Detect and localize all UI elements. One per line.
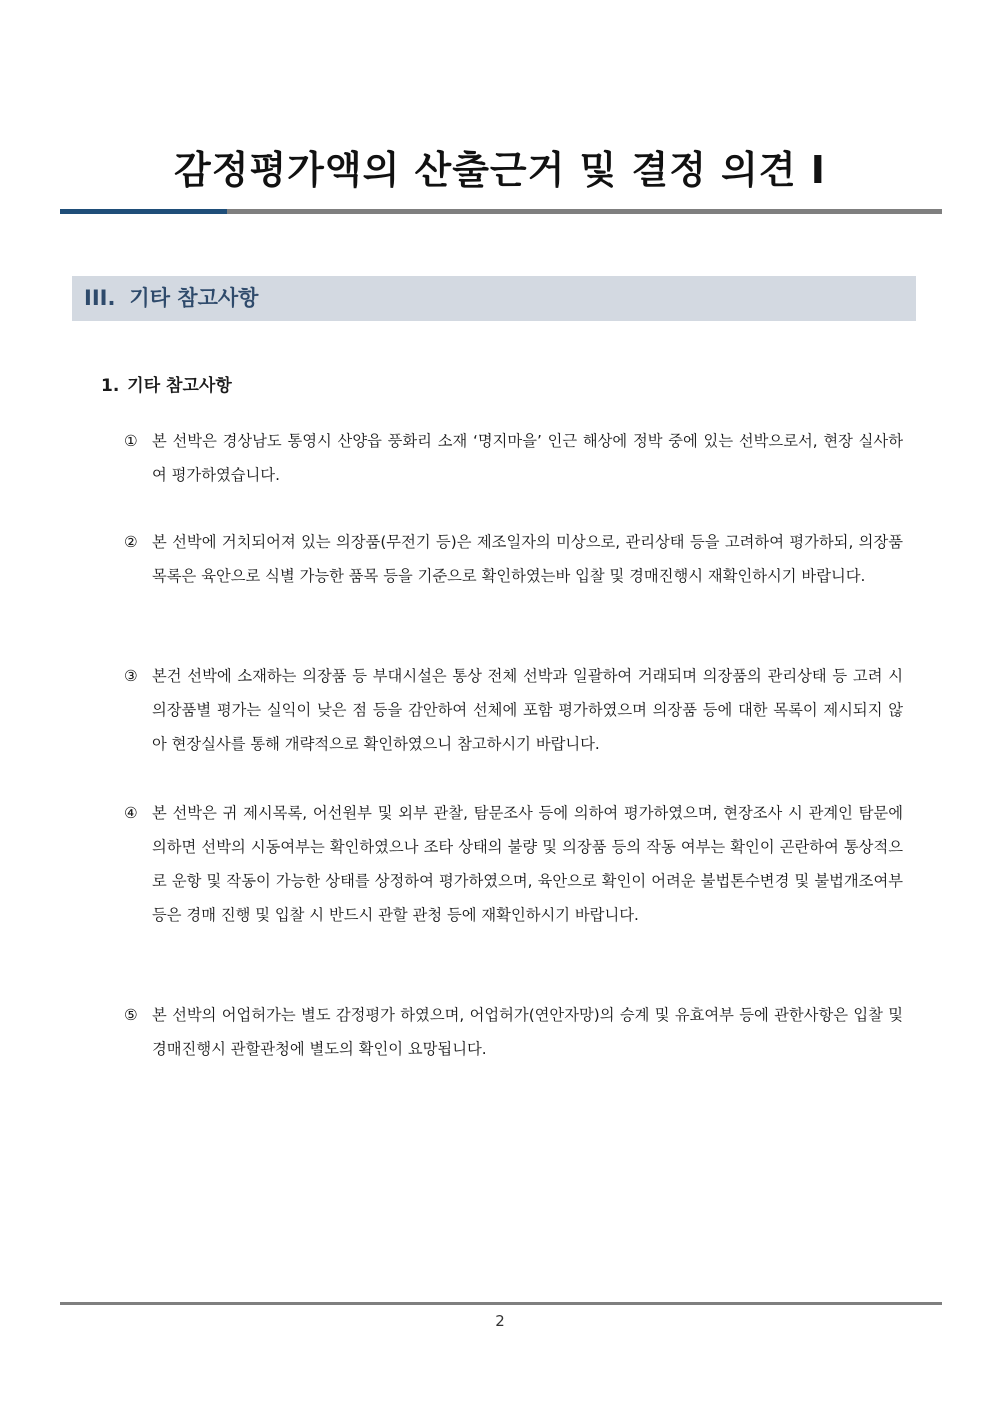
subsection-label: 기타 참고사항 bbox=[127, 376, 232, 396]
list-item-5 bbox=[124, 998, 903, 1066]
list-item-3 bbox=[124, 659, 903, 761]
list-item-marker: ① bbox=[124, 432, 138, 450]
list-item-marker: ② bbox=[124, 533, 138, 551]
list-item-text: 본 선박은 경상남도 통영시 산양읍 풍화리 소재 ‘명지마을’ 인근 해상에 정박 중에 있는 선박으로서, 현장 실사하여 평가하였습니다. bbox=[152, 432, 903, 484]
footer-rule bbox=[60, 1302, 942, 1305]
list-item-text: 본 선박에 거치되어져 있는 의장품(무전기 등)은 제조일자의 미상으로, 관리상태 등을 고려하여 평가하되, 의장품 목록은 육안으로 식별 가능한 품목 등을 기준으로 확인하였는바 입찰 및 경매진행시 재확인하시기 바랍니다. bbox=[152, 533, 903, 585]
list-item-marker: ④ bbox=[124, 804, 138, 822]
section-label: 기타 참고사항 bbox=[129, 286, 259, 310]
list-item-4 bbox=[124, 796, 903, 932]
list-item-text: 본건 선박에 소재하는 의장품 등 부대시설은 통상 전체 선박과 일괄하여 거래되며 의장품의 관리상태 등 고려 시 의장품별 평가는 실익이 낮은 점 등을 감안하여 선체에 포함 평가하였으며 의장품 등에 대한 목록이 제시되지 않아 현장실사를 통해 개략적으로 확인하였으니 참고하시기 바랍니다. bbox=[152, 667, 903, 753]
title-underline bbox=[60, 209, 942, 214]
subsection-heading bbox=[101, 371, 232, 401]
title-underline-rest bbox=[227, 209, 942, 214]
section-header-bar bbox=[72, 276, 916, 321]
list-item-2 bbox=[124, 525, 903, 593]
title-underline-accent bbox=[60, 209, 227, 214]
list-item-text: 본 선박은 귀 제시목록, 어선원부 및 외부 관찰, 탐문조사 등에 의하여 평가하였으며, 현장조사 시 관계인 탐문에 의하면 선박의 시동여부는 확인하였으나 조타 상태의 불량 및 의장품 등의 작동 여부는 확인이 곤란하여 통상적으로 운항 및 작동이 가능한 상태를 상정하여 평가하였으며, 육안으로 확인이 어려운 불법톤수변경 및 불법개조여부 등은 경매 진행 및 입찰 시 반드시 관할 관청 등에 재확인하시기 바랍니다. bbox=[152, 804, 903, 924]
subsection-number: 1. bbox=[101, 376, 120, 396]
section-numeral: III. bbox=[84, 286, 116, 310]
page-number: 2 bbox=[495, 1312, 505, 1330]
page-title: 감정평가액의 산출근거 및 결정 의견 I bbox=[174, 148, 826, 192]
list-item-marker: ③ bbox=[124, 667, 138, 685]
list-item-marker: ⑤ bbox=[124, 1006, 138, 1024]
section-heading bbox=[84, 276, 258, 321]
list-item-text: 본 선박의 어업허가는 별도 감정평가 하였으며, 어업허가(연안자망)의 승계 및 유효여부 등에 관한사항은 입찰 및 경매진행시 관할관청에 별도의 확인이 요망됩니다. bbox=[152, 1006, 903, 1058]
list-item-1 bbox=[124, 424, 903, 492]
